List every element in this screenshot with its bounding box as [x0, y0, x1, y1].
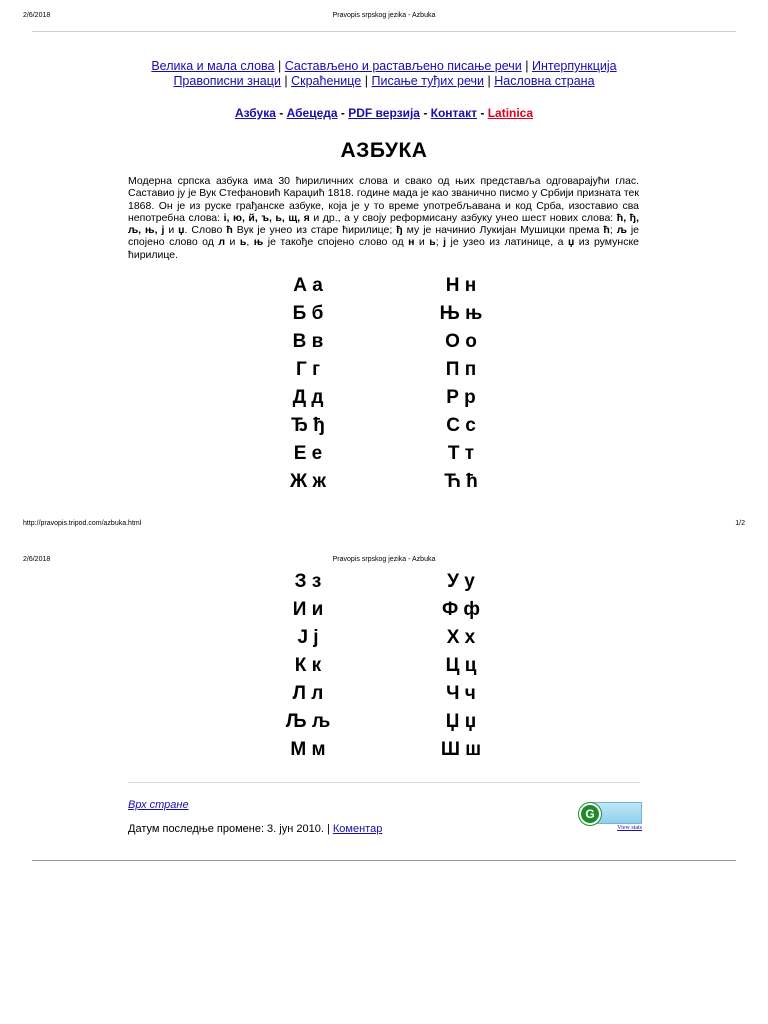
letter-pair: Ј ј: [297, 627, 319, 648]
intro-text: и: [225, 236, 240, 249]
intro-bold: ь: [239, 236, 247, 249]
nav-link-punctuation[interactable]: Интерпункција: [532, 59, 617, 73]
stats-counter[interactable]: [579, 802, 642, 831]
nav-link-compound-words[interactable]: Састављено и растављено писање речи: [284, 59, 522, 73]
view-stats-link[interactable]: View stats: [617, 825, 642, 831]
intro-text: . Слово: [184, 224, 227, 237]
letter-pair: К к: [294, 655, 322, 676]
print-date-page2: 2/6/2018: [23, 556, 51, 563]
letters-right-column-page1: [415, 272, 507, 496]
intro-text: ;: [435, 236, 444, 249]
letter-pair: Е е: [293, 443, 323, 464]
top-navigation: [128, 59, 640, 89]
intro-text: Вук је унео из старе ћирилице;: [232, 224, 397, 237]
nav-link-pdf[interactable]: PDF верзија: [348, 106, 420, 120]
letter-pair: В в: [292, 331, 324, 352]
intro-bold: њ: [253, 236, 264, 249]
intro-bold: ћ: [603, 224, 610, 237]
letter-pair: Г г: [296, 359, 320, 380]
nav-link-capital-letters[interactable]: Велика и мала слова: [151, 59, 275, 73]
nav-separator: |: [487, 74, 491, 88]
letter-pair: Д д: [292, 387, 324, 408]
intro-text: и: [414, 236, 430, 249]
nav-separator: -: [340, 106, 345, 120]
nav-link-home[interactable]: Насловна страна: [494, 74, 595, 88]
letter-pair: А а: [293, 275, 323, 296]
intro-bold: ћ: [226, 224, 233, 237]
intro-bold: ћ, ђ, љ, њ, ј: [128, 211, 639, 237]
letter-pair: Ч ч: [446, 683, 476, 704]
letter-pair: С с: [446, 415, 476, 436]
back-to-top: [128, 799, 189, 811]
intro-bold: џ: [178, 224, 185, 237]
intro-text: је такође спојено слово од: [263, 236, 409, 249]
letter-pair: Ж ж: [290, 471, 326, 492]
letter-pair: Н н: [445, 275, 477, 296]
nav-separator: |: [364, 74, 368, 88]
letters-left-column-page1: [262, 272, 354, 496]
nav-link-abeceda[interactable]: Абецеда: [286, 106, 338, 120]
comment-link[interactable]: Коментар: [332, 823, 383, 835]
letter-pair: П п: [445, 359, 477, 380]
letter-pair: У у: [447, 571, 475, 592]
intro-text: ,: [246, 236, 254, 249]
intro-text: му је начинио Лукијан Мушицки према: [402, 224, 604, 237]
letters-right-column-page2: [415, 568, 507, 764]
print-date: 2/6/2018: [23, 12, 51, 19]
nav-separator: |: [277, 59, 282, 73]
letter-pair: Ш ш: [440, 739, 482, 760]
content-divider: [128, 782, 640, 783]
intro-bold: џ: [567, 236, 575, 249]
print-title: Pravopis srpskog jezika - Azbuka: [332, 12, 436, 19]
nav-link-orthographic-signs[interactable]: Правописни знаци: [173, 74, 281, 88]
footer-divider: [32, 860, 736, 861]
letter-pair: Ћ ћ: [444, 471, 478, 492]
letters-left-column-page2: [262, 568, 354, 764]
letter-pair: Џ џ: [445, 711, 477, 732]
intro-text: и др., а у своју реформисану азбуку унео шест нових слова:: [309, 211, 617, 224]
letter-pair: Х х: [446, 627, 476, 648]
last-changed-line: [128, 823, 382, 835]
letter-pair: Б б: [292, 303, 324, 324]
nav-link-foreign-words[interactable]: Писање туђих речи: [371, 74, 484, 88]
nav-link-contact[interactable]: Контакт: [430, 106, 477, 120]
nav-separator: -: [480, 106, 485, 120]
intro-bold: н: [408, 236, 415, 249]
letter-pair: Ђ ђ: [291, 415, 325, 436]
intro-bold: љ: [616, 224, 627, 237]
letter-pair: Ц ц: [445, 655, 477, 676]
intro-text: Модерна српска азбука има 30 ћириличних слова и свако од њих представља одговарајући глас. Саставио ју је Вук Стефановић Караџић 1818. године мада је као званично писмо у Србији призната тек 1868. Он је из руске грађанске азбуке, која је у то време употребљавана и код Срба, изоставио сва непотребна слова:: [128, 175, 639, 224]
letter-pair: Љ љ: [285, 711, 331, 732]
back-to-top-link[interactable]: Врх стране: [128, 799, 189, 811]
letter-pair: М м: [290, 739, 326, 760]
letter-pair: З з: [294, 571, 322, 592]
intro-text: и: [164, 224, 179, 237]
secondary-navigation: [128, 106, 640, 120]
counter-g-icon: G: [579, 803, 601, 825]
intro-bold: ь: [429, 236, 436, 249]
letter-pair: И и: [292, 599, 324, 620]
letter-pair: Р р: [446, 387, 476, 408]
intro-text: из румунске ћирилице.: [128, 236, 639, 261]
letter-pair: Њ њ: [439, 303, 483, 324]
intro-text: ;: [609, 224, 617, 237]
intro-bold: ј: [443, 236, 447, 249]
nav-link-latinica[interactable]: Latinica: [487, 106, 534, 120]
intro-paragraph: [128, 175, 639, 261]
intro-bold: л: [218, 236, 226, 249]
nav-separator: -: [423, 106, 428, 120]
nav-separator: |: [525, 59, 529, 73]
intro-text: је спојено слово од: [128, 224, 640, 249]
letter-pair: Л л: [292, 683, 324, 704]
header-divider: [32, 31, 736, 32]
print-page-number: 1/2: [735, 520, 745, 527]
nav-link-azbuka[interactable]: Азбука: [234, 106, 276, 120]
intro-text: је узео из латинице, а: [446, 236, 568, 249]
page-title: АЗБУКА: [340, 139, 428, 162]
last-changed-text: Датум последње промене: 3. јун 2010. |: [128, 823, 330, 835]
intro-bold: ђ: [396, 224, 403, 237]
letter-pair: Ф ф: [441, 599, 481, 620]
letter-pair: Т т: [447, 443, 475, 464]
print-title-page2: Pravopis srpskog jezika - Azbuka: [332, 556, 436, 563]
nav-separator: -: [279, 106, 284, 120]
nav-separator: |: [284, 74, 288, 88]
print-url: http://pravopis.tripod.com/azbuka.html: [23, 520, 142, 527]
intro-bold: і, ю, й, ъ, ь, щ, я: [223, 211, 310, 224]
nav-link-abbreviations[interactable]: Скраћенице: [291, 74, 362, 88]
letter-pair: О о: [445, 331, 477, 352]
